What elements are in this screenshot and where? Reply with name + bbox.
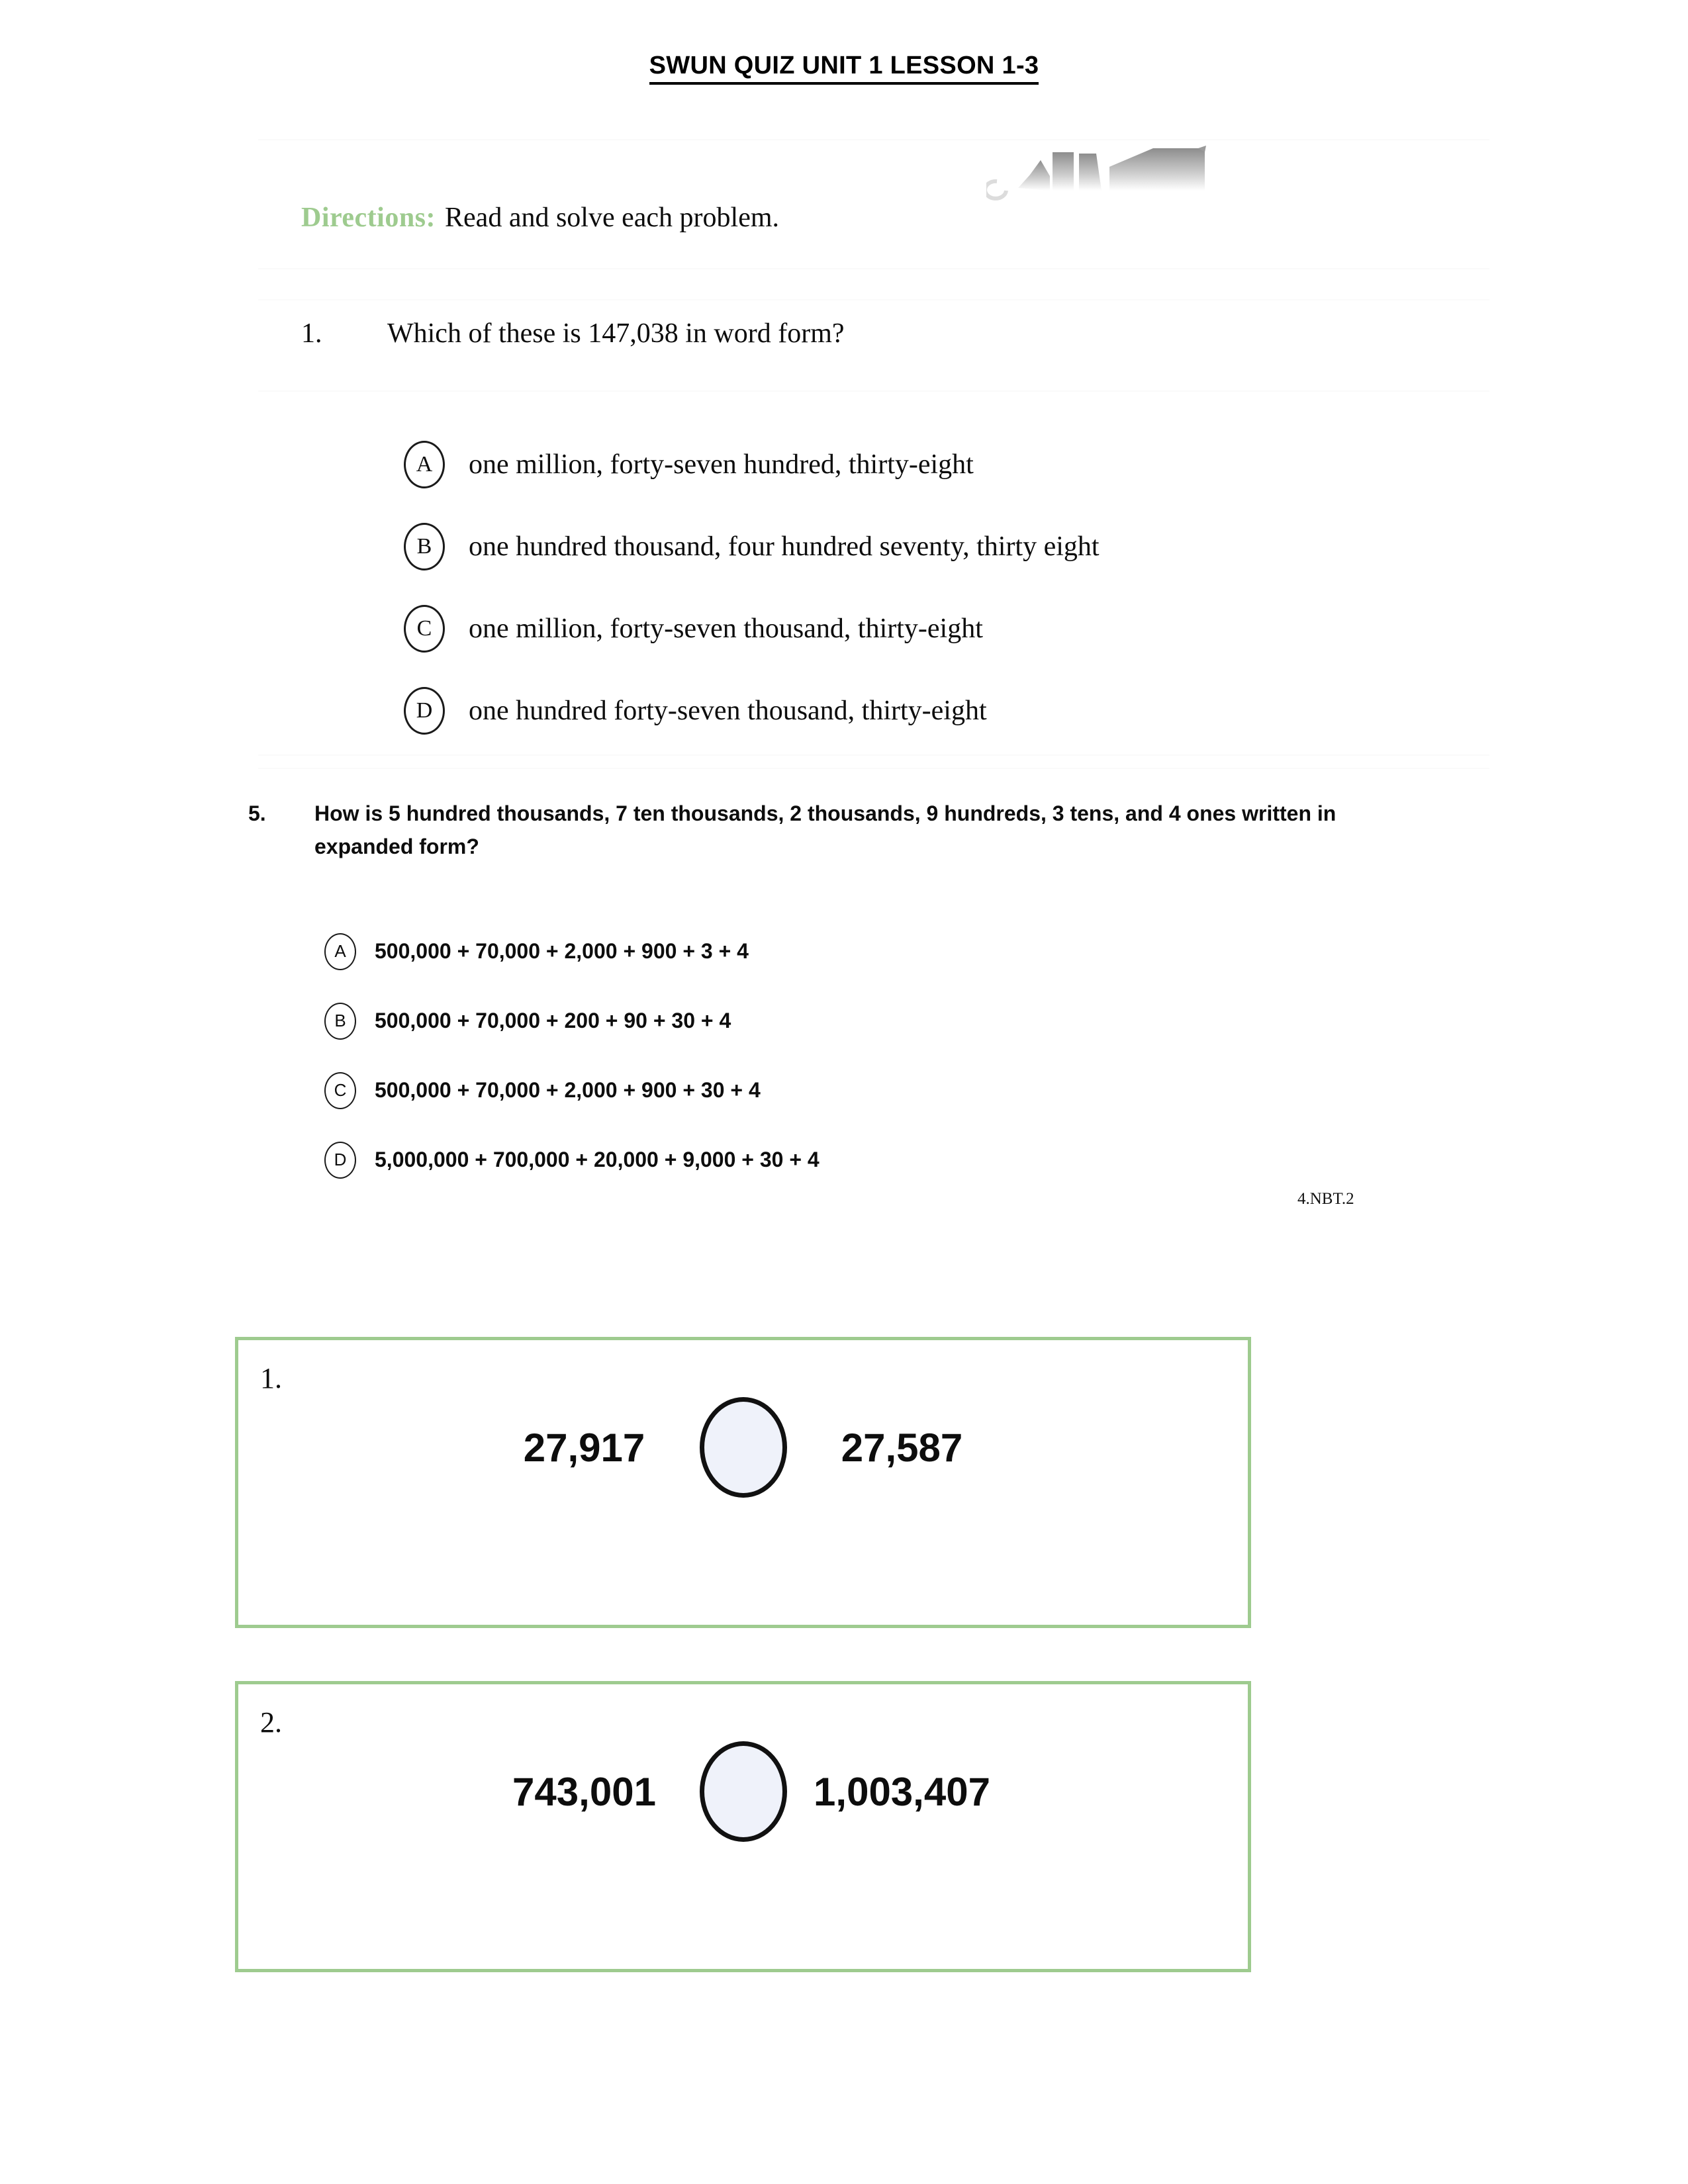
directions bbox=[301, 202, 779, 234]
comparison-box-2 bbox=[235, 1681, 1251, 1972]
scan-separator-line bbox=[258, 299, 1489, 300]
question-1-option-b[interactable] bbox=[404, 506, 1496, 588]
comparison-1-left-value: 27,917 bbox=[523, 1425, 645, 1470]
option-bubble-a[interactable]: A bbox=[324, 933, 356, 970]
comparison-1-number: 1. bbox=[260, 1362, 282, 1394]
scan-separator-line bbox=[258, 768, 1489, 769]
comparison-1-right-value: 27,587 bbox=[841, 1425, 963, 1470]
option-bubble-b[interactable]: B bbox=[324, 1003, 356, 1040]
comparison-2-right-value: 1,003,407 bbox=[814, 1769, 990, 1814]
question-5-options bbox=[324, 917, 1450, 1195]
scan-separator-line bbox=[258, 268, 1489, 269]
option-label-c: one million, forty-seven thousand, thirty-eight bbox=[469, 614, 983, 644]
option-label-d: 5,000,000 + 700,000 + 20,000 + 9,000 + 30 + 4 bbox=[375, 1148, 820, 1171]
question-1-text: Which of these is 147,038 in word form? bbox=[387, 318, 845, 349]
option-label-a: 500,000 + 70,000 + 2,000 + 900 + 3 + 4 bbox=[375, 939, 749, 963]
question-1 bbox=[301, 318, 1427, 349]
option-bubble-b[interactable]: B bbox=[404, 523, 445, 570]
scan-separator-line bbox=[258, 390, 1489, 392]
question-5-option-c[interactable] bbox=[324, 1056, 1450, 1125]
option-bubble-a[interactable]: A bbox=[404, 441, 445, 488]
question-1-options bbox=[404, 424, 1496, 752]
comparison-2-number: 2. bbox=[260, 1706, 282, 1739]
scan-separator-line bbox=[258, 139, 1489, 140]
option-bubble-d[interactable]: D bbox=[404, 687, 445, 735]
option-bubble-c[interactable]: C bbox=[324, 1072, 356, 1109]
option-bubble-c[interactable]: C bbox=[404, 605, 445, 653]
option-label-b: one hundred thousand, four hundred seventy, thirty eight bbox=[469, 531, 1100, 562]
directions-label: Directions: bbox=[301, 203, 436, 233]
question-5-text: How is 5 hundred thousands, 7 ten thousands, 2 thousands, 9 hundreds, 3 tens, and 4 ones written in expanded form? bbox=[314, 801, 1336, 858]
comparison-box-1 bbox=[235, 1337, 1251, 1628]
scan-separator-line bbox=[258, 754, 1489, 756]
question-5-option-a[interactable] bbox=[324, 917, 1450, 986]
page-title bbox=[0, 52, 1688, 80]
comparison-2-left-value: 743,001 bbox=[512, 1769, 656, 1814]
question-1-number: 1. bbox=[301, 318, 322, 349]
question-1-option-d[interactable] bbox=[404, 670, 1496, 752]
comparison-1-operator-circle[interactable] bbox=[700, 1397, 787, 1498]
comparison-2-operator-circle[interactable] bbox=[700, 1741, 787, 1842]
standard-code: 4.NBT.2 bbox=[1297, 1190, 1354, 1208]
question-5 bbox=[248, 797, 1413, 863]
question-5-option-d[interactable] bbox=[324, 1125, 1450, 1195]
option-label-a: one million, forty-seven hundred, thirty-eight bbox=[469, 449, 974, 480]
question-5-number: 5. bbox=[248, 801, 266, 825]
option-label-d: one hundred forty-seven thousand, thirty-eight bbox=[469, 696, 987, 726]
faded-logo-watermark bbox=[986, 130, 1297, 203]
question-1-option-c[interactable] bbox=[404, 588, 1496, 670]
question-1-option-a[interactable] bbox=[404, 424, 1496, 506]
page-title-text: SWUN QUIZ UNIT 1 LESSON 1-3 bbox=[649, 52, 1039, 85]
question-5-option-b[interactable] bbox=[324, 986, 1450, 1056]
option-label-b: 500,000 + 70,000 + 200 + 90 + 30 + 4 bbox=[375, 1009, 731, 1032]
option-label-c: 500,000 + 70,000 + 2,000 + 900 + 30 + 4 bbox=[375, 1078, 761, 1102]
directions-text: Read and solve each problem. bbox=[445, 203, 779, 233]
option-bubble-d[interactable]: D bbox=[324, 1142, 356, 1179]
